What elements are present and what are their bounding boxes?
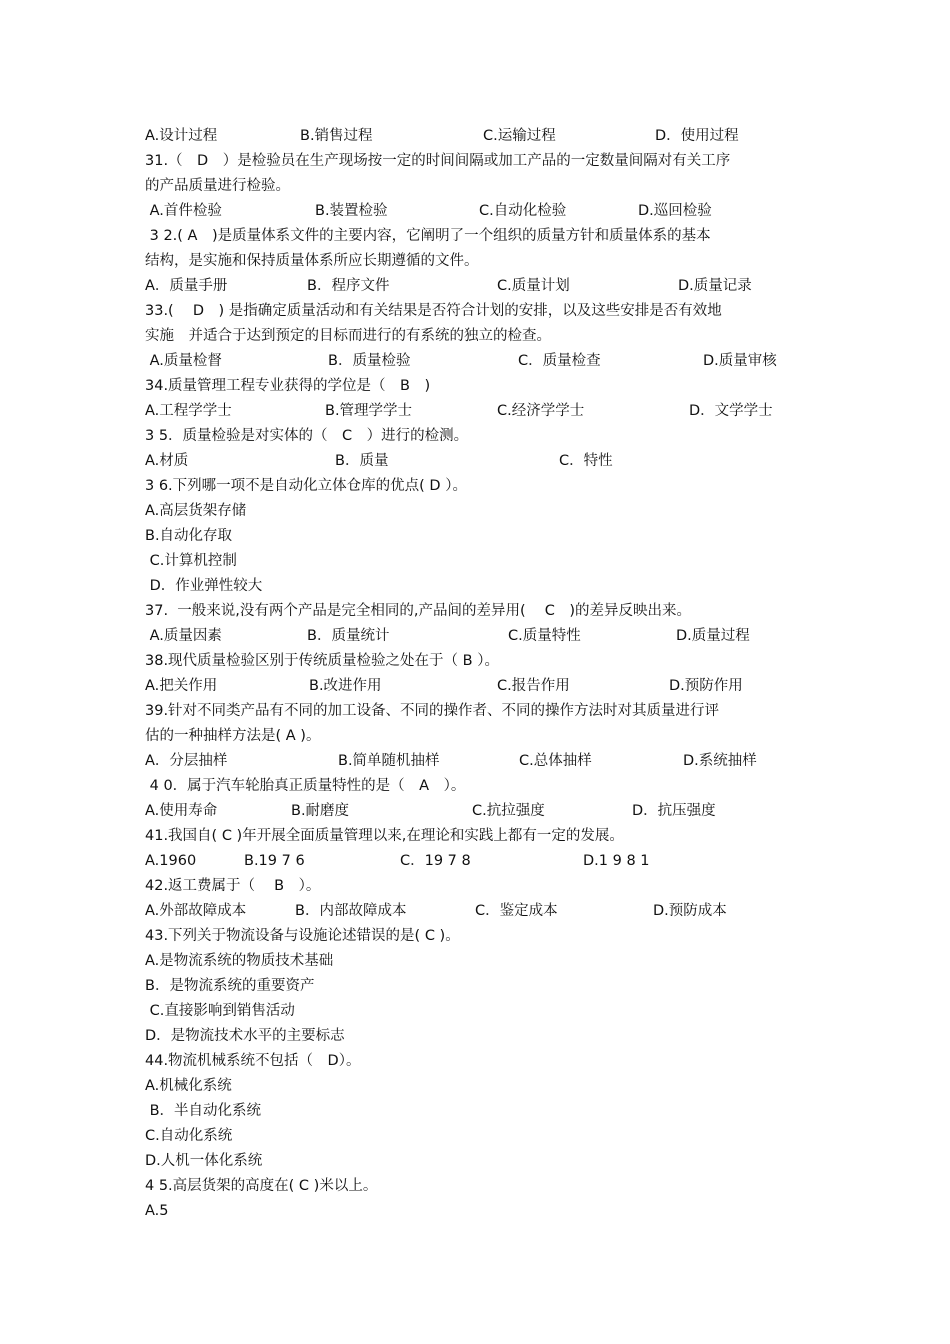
text-line: D．是物流技术水平的主要标志 bbox=[145, 1028, 345, 1044]
text-line: A.机械化系统 bbox=[145, 1078, 232, 1094]
option-text: B．质量统计 bbox=[307, 628, 390, 644]
options-row bbox=[145, 849, 815, 874]
option-text: D．使用过程 bbox=[655, 128, 739, 144]
option-text: D.巡回检验 bbox=[638, 203, 712, 219]
option-text: C．鉴定成本 bbox=[475, 903, 558, 919]
text-line: B．是物流系统的重要资产 bbox=[145, 978, 315, 994]
option-text: A.1960 bbox=[145, 853, 197, 869]
option-text: A.质量因素 bbox=[145, 628, 222, 644]
option-text: C.自动化检验 bbox=[479, 203, 567, 219]
text-line: 3 6.下列哪一项不是自动化立体仓库的优点( D ）。 bbox=[145, 478, 467, 494]
option-text: A.质量检督 bbox=[145, 353, 222, 369]
options-row bbox=[145, 449, 815, 474]
text-line: C.自动化系统 bbox=[145, 1128, 233, 1144]
option-text: D.预防成本 bbox=[653, 903, 727, 919]
option-text: B.销售过程 bbox=[300, 128, 373, 144]
options-row bbox=[145, 749, 815, 774]
text-line: 39.针对不同类产品有不同的加工设备、不同的操作者、不同的操作方法时对其质量进行评 bbox=[145, 703, 720, 719]
option-text: A．分层抽样 bbox=[145, 753, 228, 769]
text-line: 3 2.( A )是质量体系文件的主要内容，它阐明了一个组织的质量方针和质量体系的基本 bbox=[145, 228, 711, 244]
text-line: 结构，是实施和保持质量体系所应长期遵循的文件。 bbox=[145, 253, 479, 269]
option-text: A．质量手册 bbox=[145, 278, 228, 294]
option-text: B.耐磨度 bbox=[291, 803, 350, 819]
option-text: C.总体抽样 bbox=[519, 753, 592, 769]
document-body bbox=[145, 124, 815, 1224]
text-line: B.自动化存取 bbox=[145, 528, 233, 544]
text-line: 估的一种抽样方法是( A )。 bbox=[145, 728, 321, 744]
text-line: 41.我国自( C )年开展全面质量管理以来,在理论和实践上都有一定的发展。 bbox=[145, 828, 624, 844]
option-text: D．文学学士 bbox=[689, 403, 773, 419]
option-text: D.质量记录 bbox=[678, 278, 752, 294]
options-row bbox=[145, 124, 815, 149]
option-text: B.改进作用 bbox=[309, 678, 382, 694]
text-line: 实施 并适合于达到预定的目标而进行的有系统的独立的检查。 bbox=[145, 328, 551, 344]
text-line: 的产品质量进行检验。 bbox=[145, 178, 290, 194]
options-row bbox=[145, 399, 815, 424]
option-text: C.经济学学士 bbox=[497, 403, 585, 419]
options-row bbox=[145, 274, 815, 299]
option-text: C.报告作用 bbox=[497, 678, 570, 694]
text-line: 44.物流机械系统不包括（ D）。 bbox=[145, 1053, 361, 1069]
text-line: D．作业弹性较大 bbox=[145, 578, 263, 594]
text-line: 42.返工费属于（ B ）。 bbox=[145, 878, 321, 894]
option-text: D.预防作用 bbox=[669, 678, 743, 694]
option-text: A.首件检验 bbox=[145, 203, 222, 219]
option-text: C.运输过程 bbox=[483, 128, 556, 144]
text-line: 4 0．属于汽车轮胎真正质量特性的是（ A ）。 bbox=[145, 778, 466, 794]
option-text: A.使用寿命 bbox=[145, 803, 218, 819]
option-text: B.管理学学士 bbox=[325, 403, 413, 419]
text-line: 31.（ D ）是检验员在生产现场按一定的时间间隔或加工产品的一定数量间隔对有关工序 bbox=[145, 153, 731, 169]
text-line: C.直接影响到销售活动 bbox=[145, 1003, 295, 1019]
text-line: D.人机一体化系统 bbox=[145, 1153, 263, 1169]
option-text: D．抗压强度 bbox=[632, 803, 716, 819]
option-text: D.系统抽样 bbox=[683, 753, 757, 769]
option-text: A.工程学学士 bbox=[145, 403, 232, 419]
option-text: A.把关作用 bbox=[145, 678, 218, 694]
option-text: C.抗拉强度 bbox=[472, 803, 545, 819]
options-row bbox=[145, 624, 815, 649]
text-line: A.5 bbox=[145, 1203, 169, 1219]
option-text: C.质量特性 bbox=[508, 628, 581, 644]
option-text: D.质量审核 bbox=[703, 353, 777, 369]
option-text: B．质量检验 bbox=[328, 353, 411, 369]
options-row bbox=[145, 674, 815, 699]
option-text: B．质量 bbox=[335, 453, 389, 469]
text-line: A.是物流系统的物质技术基础 bbox=[145, 953, 334, 969]
text-line: 34.质量管理工程专业获得的学位是（ B ) bbox=[145, 378, 431, 394]
options-row bbox=[145, 899, 815, 924]
text-line: 38.现代质量检验区别于传统质量检验之处在于（ B ）。 bbox=[145, 653, 499, 669]
option-text: B.简单随机抽样 bbox=[338, 753, 440, 769]
option-text: B.19 7 6 bbox=[244, 853, 305, 869]
text-line: A.高层货架存储 bbox=[145, 503, 247, 519]
option-text: D.质量过程 bbox=[676, 628, 750, 644]
option-text: C．19 7 8 bbox=[400, 853, 471, 869]
text-line: 43.下列关于物流设备与设施论述错误的是( C )。 bbox=[145, 928, 460, 944]
option-text: D.1 9 8 1 bbox=[583, 853, 650, 869]
text-line: 4 5.高层货架的高度在( C )米以上。 bbox=[145, 1178, 378, 1194]
text-line: 37. 一般来说,没有两个产品是完全相同的,产品间的差异用( C )的差异反映出来。 bbox=[145, 603, 692, 619]
option-text: B.装置检验 bbox=[315, 203, 388, 219]
text-line: 33.( D ) 是指确定质量活动和有关结果是否符合计划的安排，以及这些安排是否有效地 bbox=[145, 303, 722, 319]
option-text: C.质量计划 bbox=[497, 278, 570, 294]
option-text: A.材质 bbox=[145, 453, 189, 469]
option-text: A.设计过程 bbox=[145, 128, 218, 144]
option-text: C．特性 bbox=[559, 453, 613, 469]
options-row bbox=[145, 799, 815, 824]
option-text: B．内部故障成本 bbox=[295, 903, 407, 919]
options-row bbox=[145, 199, 815, 224]
option-text: B．程序文件 bbox=[307, 278, 390, 294]
option-text: A.外部故障成本 bbox=[145, 903, 247, 919]
text-line: C.计算机控制 bbox=[145, 553, 237, 569]
text-line: B．半自动化系统 bbox=[145, 1103, 262, 1119]
options-row bbox=[145, 349, 815, 374]
text-line: 3 5．质量检验是对实体的（ C ）进行的检测。 bbox=[145, 428, 469, 444]
option-text: C．质量检查 bbox=[518, 353, 601, 369]
